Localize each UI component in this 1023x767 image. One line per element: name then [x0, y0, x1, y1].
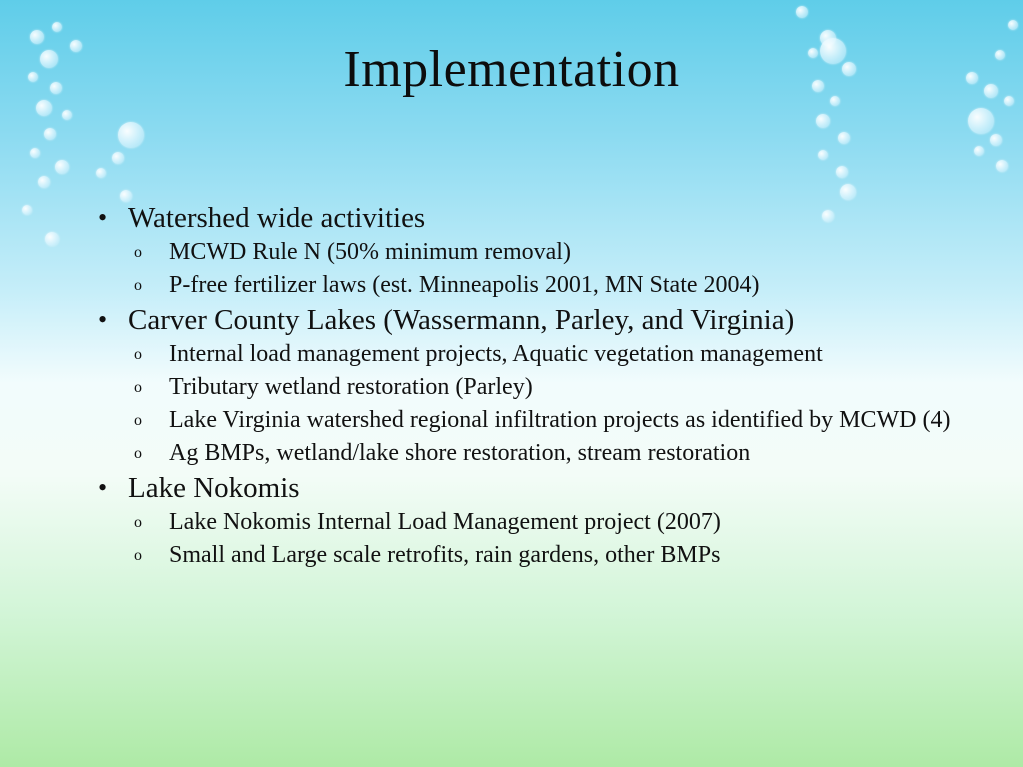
- bullet-icon: •: [98, 203, 108, 232]
- sub-bullet-text: MCWD Rule N (50% minimum removal): [169, 239, 571, 265]
- bullet-icon: •: [98, 473, 108, 502]
- bullet-item-carver: [98, 302, 968, 338]
- bubble-decoration: [840, 184, 856, 200]
- bubble-decoration: [22, 205, 32, 215]
- bullet-list: [98, 200, 968, 572]
- sub-bullet-text: Internal load management projects, Aquatic vegetation management: [169, 341, 823, 367]
- sub-bullet-text: Small and Large scale retrofits, rain gardens, other BMPs: [169, 542, 721, 568]
- bullet-item-watershed: [98, 200, 968, 236]
- sub-bullet-text: Ag BMPs, wetland/lake shore restoration, stream restoration: [169, 440, 751, 466]
- bubble-decoration: [996, 160, 1008, 172]
- bubble-decoration: [974, 146, 984, 156]
- sub-bullet-item: [98, 371, 968, 404]
- bubble-decoration: [836, 166, 848, 178]
- bubble-decoration: [796, 6, 808, 18]
- sub-bullet-icon: o: [134, 346, 142, 363]
- bubble-decoration: [96, 168, 106, 178]
- sub-bullet-icon: o: [134, 445, 142, 462]
- sub-bullet-icon: o: [134, 379, 142, 396]
- bubble-decoration: [52, 22, 62, 32]
- sub-bullet-item: [98, 506, 968, 539]
- bullet-text: Watershed wide activities: [128, 202, 426, 234]
- bullet-item-nokomis: [98, 470, 968, 506]
- sub-bullet-item: [98, 404, 968, 437]
- bubble-decoration: [62, 110, 72, 120]
- slide-title: Implementation: [343, 41, 680, 98]
- bubble-decoration: [45, 232, 59, 246]
- bubble-decoration: [38, 176, 50, 188]
- sub-bullet-text: Lake Virginia watershed regional infiltration projects as identified by MCWD (4): [169, 407, 951, 433]
- bubble-decoration: [818, 150, 828, 160]
- bubble-decoration: [968, 108, 994, 134]
- bubble-decoration: [112, 152, 124, 164]
- bullet-icon: •: [98, 305, 108, 334]
- bullet-text: Carver County Lakes (Wassermann, Parley, and Virginia): [128, 304, 795, 336]
- sub-bullet-text: Tributary wetland restoration (Parley): [169, 374, 533, 400]
- sub-bullet-icon: o: [134, 547, 142, 564]
- sub-bullet-item: [98, 269, 968, 302]
- sub-bullet-icon: o: [134, 514, 142, 531]
- sub-bullet-icon: o: [134, 277, 142, 294]
- bubble-decoration: [118, 122, 144, 148]
- sub-bullet-text: Lake Nokomis Internal Load Management project (2007): [169, 509, 721, 535]
- bubble-decoration: [36, 100, 52, 116]
- bubble-decoration: [30, 148, 40, 158]
- sub-bullet-text: P-free fertilizer laws (est. Minneapolis 2001, MN State 2004): [169, 272, 760, 298]
- bullet-text: Lake Nokomis: [128, 472, 300, 504]
- bubble-decoration: [55, 160, 69, 174]
- sub-bullet-item: [98, 437, 968, 470]
- sub-bullet-icon: o: [134, 412, 142, 429]
- sub-bullet-item: [98, 236, 968, 269]
- sub-bullet-item: [98, 338, 968, 371]
- bubble-decoration: [838, 132, 850, 144]
- bubble-decoration: [1008, 20, 1018, 30]
- bubble-decoration: [44, 128, 56, 140]
- bubble-decoration: [990, 134, 1002, 146]
- sub-bullet-icon: o: [134, 244, 142, 261]
- sub-bullet-item: [98, 539, 968, 572]
- bubble-decoration: [816, 114, 830, 128]
